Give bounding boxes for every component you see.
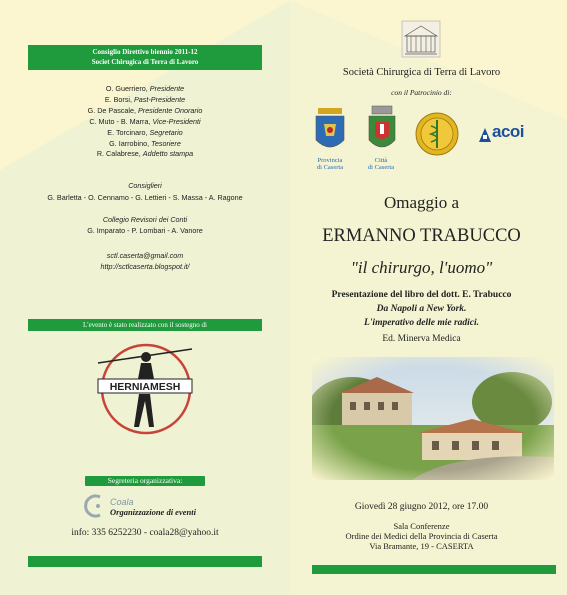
citta-label xyxy=(356,157,406,171)
board-member: R. Calabrese, Addetto stampa xyxy=(96,149,194,159)
building-engraving xyxy=(401,20,441,58)
herniamesh-logo-text: HERNIAMESH xyxy=(109,381,181,393)
website-link[interactable]: http://sctlcaserta.blogspot.it/ xyxy=(100,262,190,271)
coala-logo-mark xyxy=(80,493,110,519)
board-member: O. Guerriero, Presidente xyxy=(105,84,185,93)
citta-crest xyxy=(366,104,398,156)
provincia-label-line1: Provincia xyxy=(317,157,343,164)
society-name: Società Chirurgica di Terra di Lavoro xyxy=(342,67,501,78)
provincia-crest xyxy=(312,106,348,156)
consiglieri-title: Consiglieri xyxy=(128,181,162,190)
email-link[interactable]: sctl.caserta@gmail.com xyxy=(106,251,184,260)
contact-info: info: 335 6252230 - coala28@yahoo.it xyxy=(71,528,219,538)
consiglieri-list: G. Barletta - O. Cennamo - G. Lettieri - S. Massa - A. Ragone xyxy=(47,193,243,202)
board-member: E. Borsi, Past-Presidente xyxy=(104,94,186,104)
right-footer-bar xyxy=(312,565,556,574)
revisori-title: Collegio Revisori dei Conti xyxy=(102,215,188,224)
event-date: Giovedì 28 giugno 2012, ore 17.00 xyxy=(354,502,489,512)
sponsor-bar: L'evento è stato realizzato con il sostegno di xyxy=(28,319,262,331)
title-homage: Omaggio a xyxy=(383,193,460,212)
provincia-label xyxy=(302,157,358,171)
venue-room: Sala Conferenze xyxy=(393,521,450,531)
board-member: E. Torcinaro, Segretario xyxy=(107,127,183,137)
revisori-list: G. Imparato - P. Lombari - A. Vanore xyxy=(87,226,203,235)
villa-photo xyxy=(312,357,554,480)
coala-name: Coala xyxy=(110,497,134,507)
board-header-line2: Societ Chirugica di Terra di Lavoro xyxy=(91,57,199,66)
publisher: Ed. Minerva Medica xyxy=(382,334,461,344)
venue-address: Via Bramante, 19 - CASERTA xyxy=(369,541,474,551)
book-title-line1: Da Napoli a New York. xyxy=(376,304,467,314)
subtitle: "il chirurgo, l'uomo" xyxy=(350,258,493,277)
board-list xyxy=(28,84,262,160)
herniamesh-logo xyxy=(94,339,194,439)
venue-organization: Ordine dei Medici della Provincia di Caserta xyxy=(345,531,498,541)
board-member: G. Iarrobino, Tesoriere xyxy=(109,138,181,148)
title-name: ERMANNO TRABUCCO xyxy=(322,226,521,246)
provincia-label-line2: di Caserta xyxy=(316,164,344,171)
book-title-line2: L'imperativo delle mie radici. xyxy=(363,318,480,328)
acoi-logo-text: acoi xyxy=(492,122,525,141)
patronage-label: con il Patrocinio di: xyxy=(391,88,452,97)
medical-order-seal xyxy=(415,112,459,156)
acoi-logo-caption: Associazione Chirurghi Ospedalieri Italiani xyxy=(492,143,522,144)
citta-label-line1: Città xyxy=(374,157,388,164)
secretariat-bar: Segreteria organizzativa: xyxy=(85,476,205,486)
board-header-line1: Consiglio Direttivo biennio 2011-12 xyxy=(92,48,198,56)
coala-tagline: Organizzazione di eventi xyxy=(110,507,196,517)
citta-label-line2: di Caserta xyxy=(367,164,395,171)
board-header xyxy=(28,45,262,70)
board-member: G. De Pascale, Presidente Onorario xyxy=(87,105,203,115)
left-footer-bar xyxy=(28,556,262,567)
acoi-logo-mark xyxy=(478,127,492,143)
presentation-text: Presentazione del libro del dott. E. Trabucco xyxy=(331,290,512,300)
board-member: C. Muto - B. Marra, Vice-Presidenti xyxy=(89,116,201,126)
